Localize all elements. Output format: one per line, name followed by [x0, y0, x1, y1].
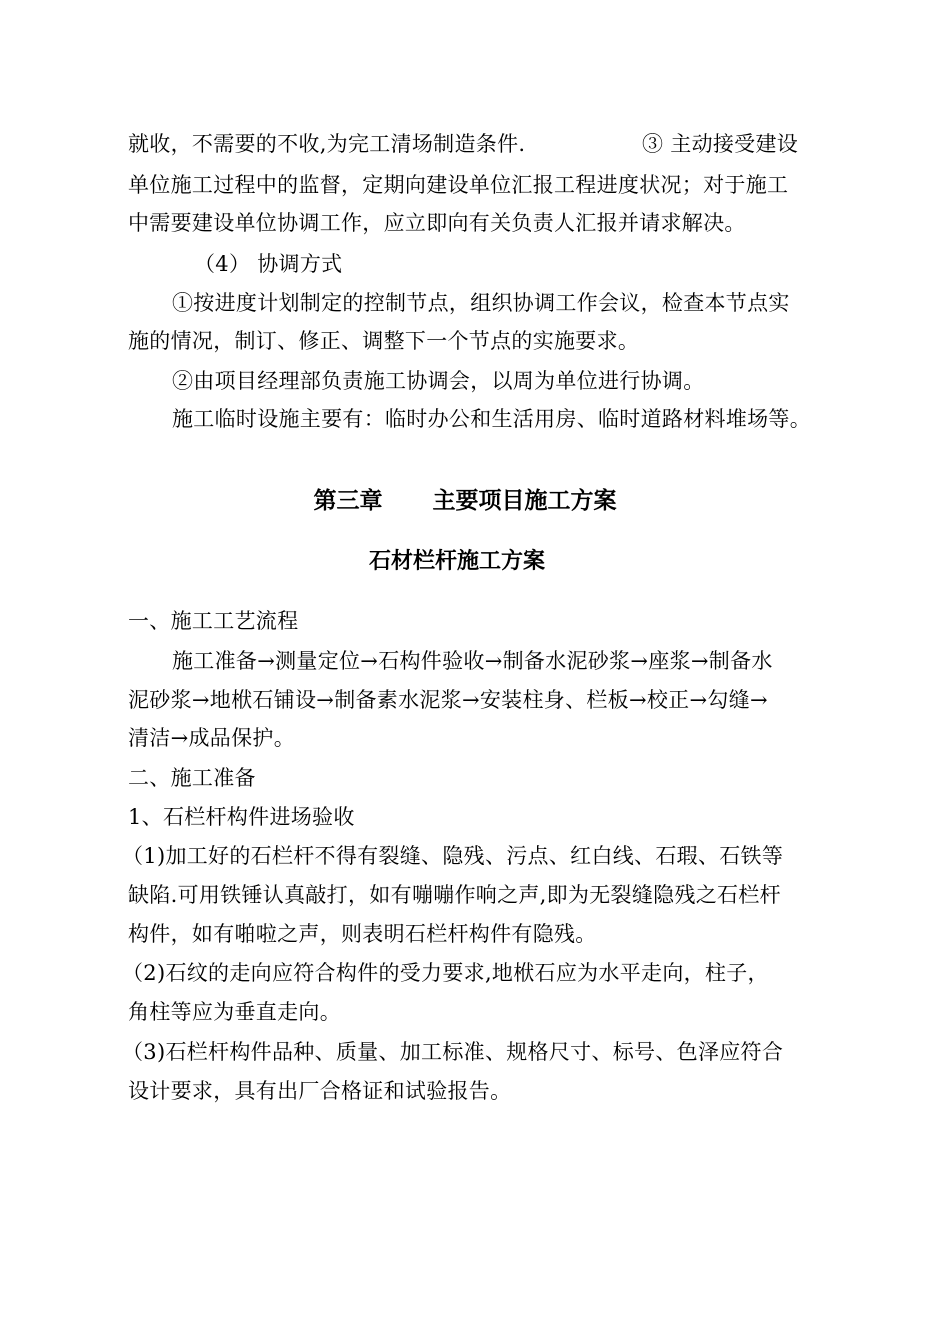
subsection-heading: 1、石栏杆构件进场验收	[128, 805, 355, 829]
section-title: 石材栏杆施工方案	[368, 548, 545, 574]
paragraph-line	[128, 130, 525, 158]
paragraph-line: （3)石栏杆构件品种、质量、加工标准、规格尺寸、标号、色泽应符合	[122, 1040, 784, 1064]
paragraph-line: 泥砂浆→地栿石铺设→制备素水泥浆→安装柱身、栏板→校正→勾缝→	[128, 688, 768, 712]
section-heading: 二、施工准备	[128, 766, 256, 790]
paragraph-line: （1)加工好的石栏杆不得有裂缝、隐残、污点、红白线、石瑕、石铁等	[122, 844, 784, 868]
paragraph-line: 中需要建设单位协调工作，应立即向有关负责人汇报并请求解决。	[128, 211, 746, 235]
paragraph-line: 缺陷.可用铁锤认真敲打，如有嘣嘣作响之声,即为无裂缝隐残之石栏杆	[128, 883, 781, 907]
paragraph-line: 设计要求，具有出厂合格证和试验报告。	[128, 1079, 512, 1103]
text-segment: 就收，不需要的不收,为完工清场制造条件.	[128, 132, 526, 156]
paragraph-line: 构件，如有啪啦之声，则表明石栏杆构件有隐残。	[128, 922, 597, 946]
chapter-heading	[0, 482, 940, 515]
paragraph-line: 施工临时设施主要有：临时办公和生活用房、临时道路材料堆场等。	[172, 407, 811, 431]
paragraph-line: ③ 主动接受建设	[642, 132, 799, 156]
section-heading: 一、施工工艺流程	[128, 609, 299, 633]
paragraph-line: ②由项目经理部负责施工协调会，以周为单位进行协调。	[172, 369, 705, 393]
paragraph-line: 单位施工过程中的监督，定期向建设单位汇报工程进度状况；对于施工	[128, 173, 789, 197]
paragraph-line: 清洁→成品保护。	[128, 726, 295, 750]
paragraph-line: 角柱等应为垂直走向。	[128, 1000, 341, 1024]
chapter-number: 第三章	[313, 487, 383, 514]
paragraph-line: 施工准备→测量定位→石构件验收→制备水泥砂浆→座浆→制备水	[172, 649, 773, 673]
paragraph-line: ①按进度计划制定的控制节点，组织协调工作会议，检查本节点实	[172, 291, 790, 315]
paragraph-line: 施的情况，制订、修正、调整下一个节点的实施要求。	[128, 329, 640, 353]
chapter-title: 主要项目施工方案	[432, 487, 617, 514]
list-item-heading: （4） 协调方式	[194, 252, 343, 276]
paragraph-line: （2)石纹的走向应符合构件的受力要求,地栿石应为水平走向，柱子，	[122, 961, 769, 985]
